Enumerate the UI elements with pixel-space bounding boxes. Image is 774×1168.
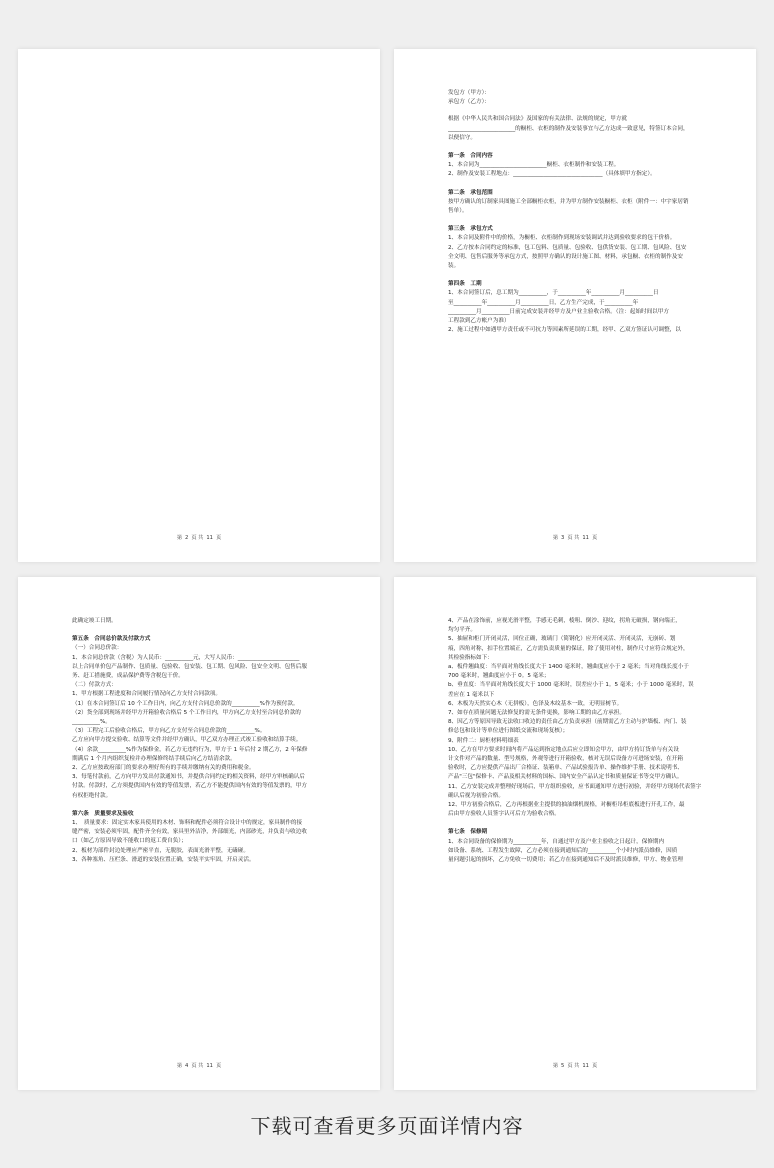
text-line: 均匀平齐。: [448, 627, 476, 634]
section-heading: 第六条 质量要求及验收: [72, 810, 134, 817]
text-line: a、板件翘曲度：当平面对角线长度大于 1400 毫米时，翘曲度应小于 2 毫米；当对角线长度小于: [448, 664, 689, 671]
document-page-3: [394, 49, 756, 562]
text-line: 1、 质量要求：固定实木家具使用的木材、饰料和配件必须符合设计中的规定，家具制作的接: [72, 820, 303, 827]
text-line: ________________________的橱柜、衣柜的制作及安装事宜与乙方达成一致意见，特签订本合同，: [448, 125, 689, 132]
text-line: 2、乙方应按政府部门的要求办理好所有的手续并缴纳有关的费用和税金。: [72, 765, 255, 772]
text-line: 量问题引起的损坏，乙方免收一切费用；若乙方在接到通知后不及时派员维修，甲方、物业管理: [448, 857, 683, 864]
text-line: 乙方应向甲方提交验收、结算等文件并经甲方确认，甲乙双方办理正式竣工验收和结算手续。: [72, 737, 302, 744]
footer-middle: 页 共: [191, 534, 204, 541]
text-line: 1、甲方根据工程进度和合同履行情况向乙方支付合同款项。: [72, 691, 221, 698]
text-line: 1、本合同签订后，总工期为__________，于__________年__________月__________日: [448, 290, 659, 297]
footer-total-pages: 11: [206, 1062, 213, 1069]
section-heading: 第二条 承包范围: [448, 189, 493, 196]
footer-suffix: 页: [215, 1062, 222, 1069]
text-line: 如设备、系统、工程发生故障，乙方必须在接到通知后的__________个小时内派员维修，因质: [448, 847, 678, 854]
footer-prefix: 第: [552, 534, 559, 541]
section-heading: 第五条 合同总价款及付款方式: [72, 636, 151, 643]
page-footer: [394, 1062, 756, 1071]
page-footer: [394, 534, 756, 543]
text-line: 2、板材为部件封边处理应严密平直，无脱胶，表面光滑平整，无磕碰。: [72, 847, 249, 854]
text-line: 12、甲方初验合格后，乙方再根据业主提供的抽油烟机规格，对橱柜吊柜底板进行开孔工作，最: [448, 802, 685, 809]
text-line: 期满后 1 个月内组织复检并办理保修终结手续后向乙方结清余款。: [72, 755, 236, 762]
page-body: [72, 617, 354, 1057]
text-line: 11、乙方安装完成并整理好现场后，甲方组织验收，应书面通知甲方进行初验，并经甲方现场代表签字: [448, 783, 702, 790]
text-line: 工程款到乙方帐户为准）: [448, 318, 510, 325]
text-line: 验收时，乙方应提供产品出厂合格证、装箱单、产品试验报告单、操作维护手册、技术说明书、: [448, 765, 683, 772]
text-line: 差应在 1 毫米以下: [448, 691, 495, 698]
footer-middle: 页 共: [191, 1062, 204, 1069]
text-line: 全文明、包售后服务等承包方式，按照甲方确认的设计施工图、材料，承包橱、衣柜的制作及安: [448, 253, 683, 260]
text-line: 以上合同单价包产品制作、包质量、包验收、包安装、包工期、包风险、包安全文明、包售后服: [72, 663, 307, 670]
text-line: 3、各种塞角、压栏条、滑道的安装位置正确，安装平实牢固，开启灵活。: [72, 856, 255, 863]
text-line: 4、产品在涂饰前，应视光滑平整，手感无毛刺，棱咀、倒沙、迎纹，拐角无破损，钢向端正，: [448, 618, 681, 624]
text-line: 1、本合同总价款（含税）为人民币：__________元，大写人民币：______________________: [72, 654, 300, 661]
blank-line: [448, 107, 730, 115]
page-body: [72, 89, 354, 529]
footer-suffix: 页: [591, 534, 598, 541]
text-line: （1）在本合同签订后 10 个工作日内，向乙方支付合同总价款的__________%作为预付款。: [72, 700, 299, 707]
text-line: 7、如存在质量问题无法修复的需无条件更换，影响工期的由乙方承担。: [448, 710, 625, 717]
text-line: __________%。: [72, 719, 111, 726]
text-line: 2、乙方按本合同约定的标准，包工包料、包质量、包验收、包供货安装、包工期、包风险、包安: [448, 244, 687, 251]
text-line: 按甲方确认的订制家具图施工全部橱柜衣柜，并为甲方制作安装橱柜、衣柜（附件一：中宇家居销: [448, 198, 689, 205]
footer-suffix: 页: [591, 1062, 598, 1069]
text-line: 口（如乙方原因导致不能收口的返工费自负）；: [72, 838, 187, 845]
document-page-4: [18, 577, 380, 1090]
footer-total-pages: 11: [582, 1062, 589, 1069]
text-line: （二）付款方式：: [72, 682, 117, 689]
text-line: （3）工程完工后验收合格后，甲方向乙方支付至合同总价款的__________%。: [72, 728, 266, 735]
footer-middle: 页 共: [567, 1062, 580, 1069]
text-line: （4）余款__________%作为保修金，若乙方无违约行为，甲方于 1 年后付 2 期乙方，2 年保修: [72, 746, 308, 753]
page-body: [448, 89, 730, 529]
text-line: 产品"三包"保修卡、产品及相关材料的国标、国内安全产品认定书和质量保证书等交甲方确认。: [448, 774, 683, 781]
text-line: b、垂直度：当平面对角线长度大于 1000 毫米时，误差应小于 1。5 毫米；小于 1000 毫米时，误: [448, 682, 694, 689]
text-line: 1、本合同为________________________橱柜、衣柜制作和安装工程。: [448, 162, 620, 169]
document-page-2: [18, 49, 380, 562]
footer-page-number: 4: [185, 1062, 189, 1069]
text-line: 付款。付款时，乙方须提供国内有效的等值发票，若乙方不能提供国内有效的等值发票的，甲方: [72, 783, 307, 790]
section-heading: 第四条 工期: [448, 281, 482, 288]
text-line: 有权拒绝付款。: [72, 792, 112, 799]
text-line: 2、施工过程中如遇甲方责任或不可抗力等因素所延误的工期，经甲、乙双方签证认可调整，以: [448, 327, 681, 334]
text-line: 2、制作及安装工程地点：________________________________（具体填甲方指定）。: [448, 171, 656, 178]
text-line: 5、抽屉和柜门开闭灵活，回位正确，玻璃门（简钢化）应开闭灵活、开闭灵活，无崩砖、划: [448, 636, 676, 643]
footer-prefix: 第: [176, 534, 183, 541]
footer-suffix: 页: [215, 534, 222, 541]
text-line: 务、赶工措施费，成品保护费等含税包干价。: [72, 673, 184, 680]
text-line: 计文件对产品的数量、型号规格，外观等进行开箱验收，核对无误后设备方可进场安装，在开箱: [448, 756, 683, 763]
footer-middle: 页 共: [567, 534, 580, 541]
text-line: 痕，四角对称，扣手位置端正，乙方需负责质量的保证，除了使用对柱，制作尺寸应符合规定外，: [448, 645, 689, 652]
text-line: 以便信守。: [448, 134, 476, 141]
footer-total-pages: 11: [582, 534, 589, 541]
text-line: 确认后视为初验合格。: [448, 792, 504, 799]
text-line: 1、本合同及附件中的价格，为橱柜、衣柜制作到现场安装调试并达到验收要求的包干价格。: [448, 235, 676, 242]
page-body: [448, 617, 730, 1057]
text-line: 700 毫米时，翘曲度应小于 0。5 毫米；: [448, 673, 550, 680]
footer-total-pages: 11: [206, 534, 213, 541]
text-line: 其检验指标如下：: [448, 654, 493, 661]
text-line: 1、本合同设备的保修期为__________年，自通过甲方及户业主验收之日起计，保修期内: [448, 838, 665, 845]
text-line: 9、附件二：厨柜材料明细表: [448, 737, 519, 744]
footer-page-number: 3: [561, 534, 565, 541]
text-line: 至__________年__________月__________日，乙方生产完成，于__________年: [448, 299, 639, 306]
text-line: 3、每笔付款前，乙方向甲方发出付款通知书，并提供合同约定的相关资料，经甲方审核确认后: [72, 774, 305, 781]
footer-prefix: 第: [552, 1062, 559, 1069]
text-line: 6、木板为天然实心木（无拼板），色泽及木纹基本一致，无明显树节。: [448, 700, 623, 707]
text-line: 10、乙方在甲方要求时间内将产品运到指定地点后应立即知会甲方，由甲方持订货单与有关设: [448, 746, 679, 753]
text-line: __________月__________日前完成安装并经甲方及户业主验收合格。（注：起始时间以甲方: [448, 308, 669, 315]
text-line: 承包方（乙方）：: [448, 99, 490, 106]
footer-page-number: 5: [561, 1062, 565, 1069]
text-line: 此确定竣工日期。: [72, 618, 117, 624]
text-line: 修总包和设计等单位进行图纸交流和现场复核）；: [448, 728, 569, 735]
text-line: 发包方（甲方）：: [448, 90, 490, 96]
download-more-caption: 下载可查看更多页面详情内容: [250, 1114, 524, 1138]
text-line: （一）合同总价款：: [72, 645, 123, 652]
section-heading: 第三条 承包方式: [448, 226, 493, 233]
page-footer: [18, 534, 380, 543]
section-heading: 第七条 保修期: [448, 829, 488, 836]
text-line: 后由甲方验收人员签字认可后方为验收合格。: [448, 811, 560, 818]
footer-page-number: 2: [185, 534, 189, 541]
text-line: 8、因乙方等原因导致无法收口收边的责任由乙方负责承担（前期需乙方主动与护墙板、内门、装: [448, 719, 687, 726]
text-line: 缝严密，安装必须牢固，配件齐全有效，家具里外洁净，外部细光，内部砂光，并负责与收边收: [72, 829, 307, 836]
text-line: 售单）。: [448, 208, 468, 215]
text-line: （2）货全部到现场并经甲方开箱验收合格后 5 个工作日内，甲方向乙方支付至合同总价款的: [72, 709, 301, 716]
text-line: 装。: [448, 263, 460, 270]
footer-prefix: 第: [176, 1062, 183, 1069]
section-heading: 第一条 合同内容: [448, 153, 493, 160]
page-footer: [18, 1062, 380, 1071]
document-page-5: [394, 577, 756, 1090]
text-line: 根据《中华人民共和国合同法》及国家的有关法律、法规的规定，甲方就: [448, 116, 628, 123]
